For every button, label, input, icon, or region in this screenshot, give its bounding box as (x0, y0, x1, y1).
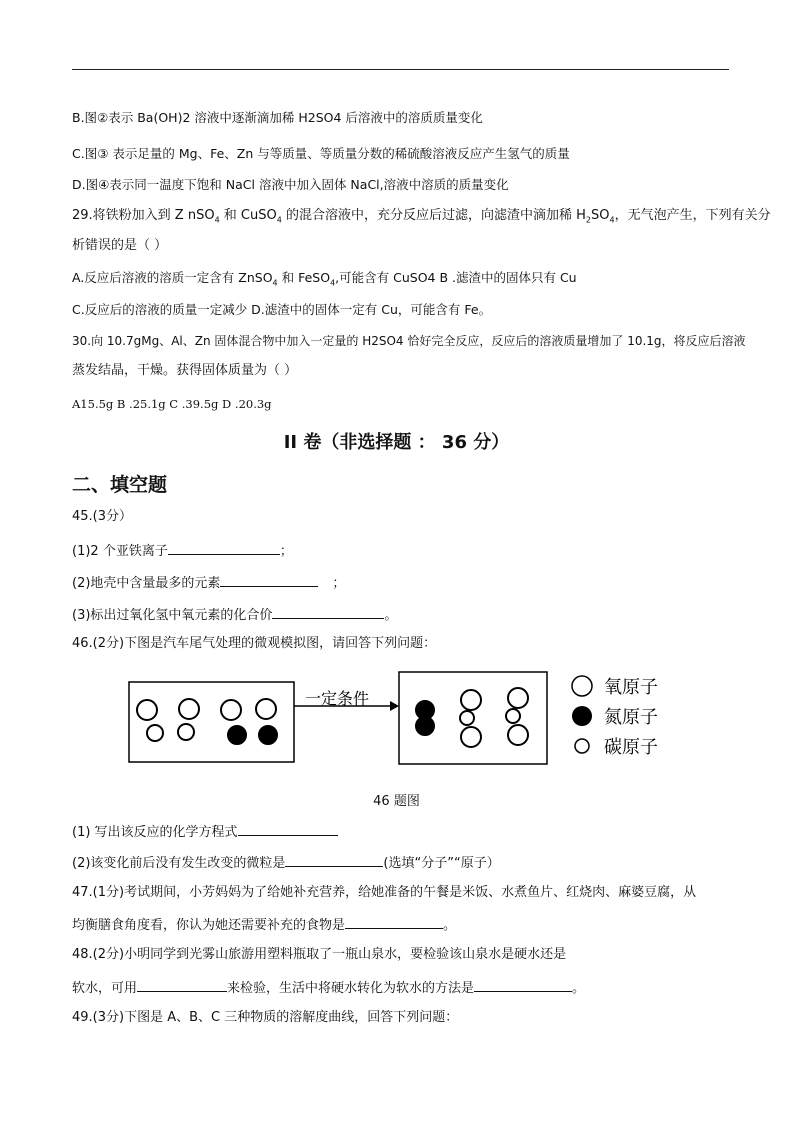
legend-nitrogen-icon (572, 706, 592, 726)
legend-carbon-label: 碳原子 (604, 737, 658, 758)
carbon-atom (460, 711, 474, 725)
oxygen-atom (137, 700, 157, 720)
nitrogen-atom (416, 717, 434, 735)
reactant-box (129, 682, 294, 762)
q29-options-ab: A.反应后溶液的溶质一定含有 ZnSO$_4$ 和 FeSO$_4$,可能含有 CuSO4 B .滤渣中的固体只有 Cu (72, 270, 577, 288)
q45-item1: (1)2 个亚铁离子 ； (72, 541, 293, 560)
q30-stem-line1: 30.向 10.7gMg、Al、Zn 固体混合物中加入一定量的 H2SO4 恰好完全反应，反应后的溶液质量增加了 10.1g，将反应后溶液 (72, 334, 746, 348)
oxygen-atom (461, 727, 481, 747)
reaction-arrow-head (390, 701, 399, 711)
q29-stem-line1: 29.将铁粉加入到 Z nSO$_4$ 和 CuSO$_4$ 的混合溶液中，充分反应后过滤，向滤渣中滴加稀 $H_2SO_4$，无气泡产生，下列有关分 (72, 208, 771, 225)
q46-item2: (2)该变化前后没有发生改变的微粒是 (选填“分子”“原子） (72, 853, 500, 872)
q29-options-cd: C.反应后的溶液的质量一定减少 D.滤渣中的固体一定有 Cu，可能含有 Fe。 (72, 302, 492, 317)
answer-blank[interactable] (238, 822, 338, 836)
oxygen-atom (461, 690, 481, 710)
product-molecules (416, 688, 528, 747)
q46-item1: (1) 写出该反应的化学方程式 (72, 822, 338, 841)
section-title: 二、填空题 (72, 474, 168, 496)
carbon-atom (147, 725, 163, 741)
q45-item3: (3)标出过氧化氢中氧元素的化合价 。 (72, 605, 397, 624)
reactant-molecules (137, 699, 277, 744)
q48-stem-line1: 48.(2分)小明同学到光雾山旅游用塑料瓶取了一瓶山泉水，要检验该山泉水是硬水还是 (72, 947, 567, 962)
legend-oxygen-icon (572, 676, 592, 696)
legend-carbon-icon (575, 739, 589, 753)
legend-nitrogen-label: 氮原子 (604, 707, 658, 728)
part2-title: II 卷（非选择题 ： 36 分） (283, 432, 510, 453)
q28-option-c: C.图③ 表示足量的 Mg、Fe、Zn 与等质量、等质量分数的稀硫酸溶液反应产生氢气的质量 (72, 146, 570, 161)
header-rule (72, 69, 729, 70)
answer-blank[interactable] (272, 605, 384, 619)
legend (572, 676, 658, 758)
q48-stem-line2: 软水，可用 来检验，生活中将硬水转化为软水的方法是 。 (72, 978, 585, 997)
answer-blank[interactable] (285, 853, 383, 867)
q29-stem-line2: 析错误的是（ ） (72, 238, 168, 253)
q28-option-b: B.图②表示 Ba(OH)2 溶液中逐渐滴加稀 H2SO4 后溶液中的溶质质量变化 (72, 110, 483, 125)
oxygen-atom (179, 699, 199, 719)
answer-blank[interactable] (220, 573, 318, 587)
oxygen-atom (221, 700, 241, 720)
oxygen-atom (508, 688, 528, 708)
legend-oxygen-label: 氧原子 (604, 677, 658, 698)
q46-head: 46.(2分)下图是汽车尾气处理的微观模拟图，请回答下列问题： (72, 636, 437, 651)
figure-caption: 46 题图 (373, 794, 420, 809)
q47-stem-line1: 47.(1分)考试期间，小芳妈妈为了给她补充营养，给她准备的午餐是米饭、水煮鱼片、红烧肉、麻婆豆腐，从 (72, 885, 697, 900)
nitrogen-atom (259, 726, 277, 744)
q45-item2: (2)地壳中含量最多的元素 ； (72, 573, 345, 592)
q49-stem: 49.(3分)下图是 A、B、C 三种物质的溶解度曲线，回答下列问题： (72, 1010, 459, 1025)
q30-options: A15.5g B .25.1g C .39.5g D .20.3g (72, 397, 272, 411)
q28-option-d: D.图④表示同一温度下饱和 NaCl 溶液中加入固体 NaCl,溶液中溶质的质量变化 (72, 177, 509, 192)
carbon-atom (506, 709, 520, 723)
reaction-diagram (127, 662, 687, 777)
nitrogen-atom (228, 726, 246, 744)
oxygen-atom (256, 699, 276, 719)
arrow-label: 一定条件 (305, 689, 370, 708)
answer-blank[interactable] (345, 915, 443, 929)
q30-stem-line2: 蒸发结晶，干燥。获得固体质量为（ ） (72, 363, 298, 378)
answer-blank[interactable] (168, 541, 280, 555)
q47-stem-line2: 均衡膳食角度看，你认为她还需要补充的食物是 。 (72, 915, 456, 934)
answer-blank[interactable] (137, 978, 227, 992)
carbon-atom (178, 724, 194, 740)
answer-blank[interactable] (474, 978, 572, 992)
oxygen-atom (508, 725, 528, 745)
q45-head: 45.(3分） (72, 509, 133, 524)
